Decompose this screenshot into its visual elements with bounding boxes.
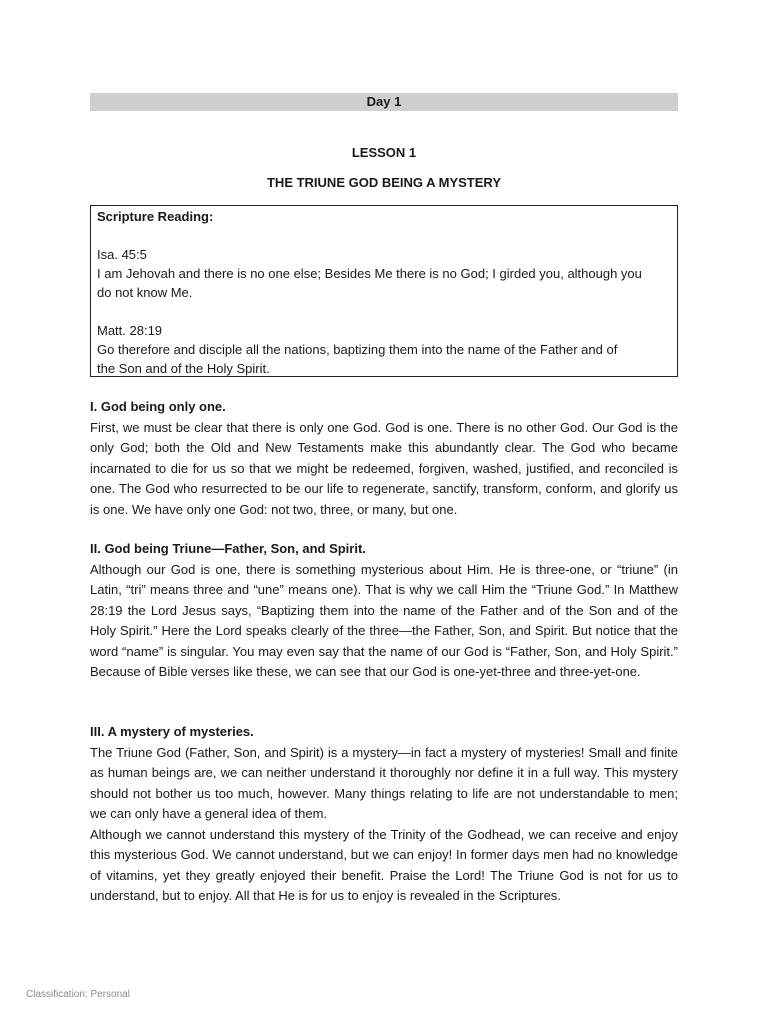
section-mystery-of-mysteries <box>90 722 678 907</box>
scripture-ref-matthew: Matt. 28:19 <box>97 323 163 338</box>
section-paragraph: First, we must be clear that there is only one God. God is one. There is no other God. Our God is the only God; both the Old and New Testaments make this abundantly clear. The God who became incarnated to die for us so that we might be redeemed, forgiven, washed, justified, and reconciled is one. The God who resurrected to be our life to regenerate, sanctify, transform, conform, and glorify us is one. We have only one God: not two, three, or many, but one. <box>90 419 678 517</box>
scripture-reading-heading: Scripture Reading: <box>97 209 214 224</box>
scripture-verse-matthew-line1: Go therefore and disciple all the nations, baptizing them into the name of the Father and of <box>97 342 618 357</box>
section-paragraph: Although our God is one, there is something mysterious about Him. He is three-one, or “triune” (in Latin, “tri” means three and “une” means one). That is why we call Him the “Triune God.” In Matthew 28:19 the Lord Jesus says, “Baptizing them into the name of the Father and of the Son and of the Holy Spirit.” Here the Lord speaks clearly of the three—the Father, Son, and Spirit. But notice that the word “name” is singular. You may even say that the name of our God is “Father, Son, and Holy Spirit.” Because of Bible verses like these, we can see that our God is one-yet-three and three-yet-one. <box>90 561 678 679</box>
section-paragraph-2: Although we cannot understand this mystery of the Trinity of the Godhead, we can receive and enjoy this mysterious God. We cannot understand, but we can enjoy! In former days men had no knowledge of vitamins, yet they greatly enjoyed their benefit. Praise the Lord! The Triune God is not for us to understand, but to enjoy. All that He is for us to enjoy is revealed in the Scriptures. <box>90 826 678 903</box>
scripture-verse-isaiah-line1: I am Jehovah and there is no one else; Besides Me there is no God; I girded you, although you <box>97 266 642 281</box>
scripture-ref-isaiah: Isa. 45:5 <box>97 247 147 262</box>
day-header: Day 1 <box>90 93 678 111</box>
section-god-triune <box>90 539 678 683</box>
section-heading: I. God being only one. <box>90 399 226 414</box>
scripture-verse-matthew-line2: the Son and of the Holy Spirit. <box>97 361 270 376</box>
classification-label: Classification: Personal <box>26 989 130 1000</box>
lesson-number: LESSON 1 <box>351 145 417 160</box>
lesson-title: THE TRIUNE GOD BEING A MYSTERY <box>266 175 501 190</box>
section-god-only-one <box>90 397 678 520</box>
section-heading: III. A mystery of mysteries. <box>90 724 254 739</box>
section-heading: II. God being Triune—Father, Son, and Spirit. <box>90 541 366 556</box>
scripture-reading-box <box>90 205 678 377</box>
section-paragraph-1: The Triune God (Father, Son, and Spirit) is a mystery—in fact a mystery of mysteries! Small and finite as human beings are, we can neither understand it thoroughly nor define it in a full way. This mystery should not bother us too much, however. Many things relating to life are not understandable to men; we can only have a general idea of them. <box>90 744 678 821</box>
scripture-verse-isaiah-line2: do not know Me. <box>97 285 193 300</box>
